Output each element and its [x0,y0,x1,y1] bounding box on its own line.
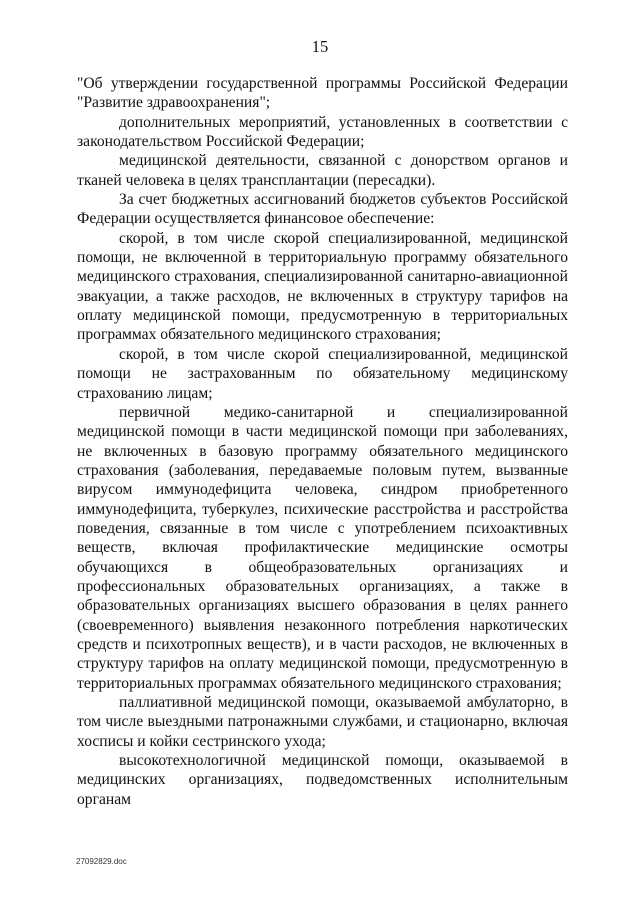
paragraph-program-title: "Об утверждении государственной программы Российской Федерации "Развитие здравоохранения"; [77,75,568,112]
paragraph-emergency-uninsured: скорой, в том числе скорой специализированной, медицинской помощи не застрахованным по обязательному медицинскому страхованию лицам; [77,345,568,402]
paragraph-primary-care: первичной медико-санитарной и специализированной медицинской помощи в части медицинской помощи при заболеваниях, не включенных в базовую программу обязательного медицинского страхования (заболевания, передаваемые половым путем, вызванные вирусом иммунодефицита человека, синдром приобретенного иммунодефицита, туберкулез, психические расстройства и расстройства поведения, связанные в том числе с употреблением психоактивных веществ, включая профилактические медицинские осмотры обучающихся в общеобразовательных организациях и профессиональных образовательных организациях, а также в образовательных организациях высшего образования в целях раннего (своевременного) выявления незаконного потребления наркотических средств и психотропных веществ), и в части расходов, не включенных в структуру тарифов на оплату медицинской помощи, предусмотренную в территориальных программах обязательного медицинского страхования; [77,403,568,692]
paragraph-organ-donation: медицинской деятельности, связанной с донорством органов и тканей человека в целях трансплантации (пересадки). [77,152,568,189]
paragraph-emergency-care: скорой, в том числе скорой специализированной, медицинской помощи, не включенной в территориальную программу обязательного медицинского страхования, специализированной санитарно-авиационной эвакуации, а также расходов, не включенных в структуру тарифов на оплату медицинской помощи, предусмотренную в территориальных программах обязательного медицинского страхования; [77,229,568,344]
paragraph-palliative-care: паллиативной медицинской помощи, оказываемой амбулаторно, в том числе выездными патронажными службами, и стационарно, включая хосписы и койки сестринского ухода; [77,694,568,750]
paragraph-regional-budgets: За счет бюджетных ассигнований бюджетов субъектов Российской Федерации осуществляется финансовое обеспечение: [77,191,568,228]
paragraph-high-tech-care: высокотехнологичной медицинской помощи, оказываемой в медицинских организациях, подведомственных исполнительным органам [77,752,568,808]
footer-file-name: 27092829.doc [76,857,127,866]
paragraph-additional-measures: дополнительных мероприятий, установленных в соответствии с законодательством Российской Федерации; [77,113,568,151]
document-body [77,74,568,809]
page-number: 15 [311,37,329,56]
